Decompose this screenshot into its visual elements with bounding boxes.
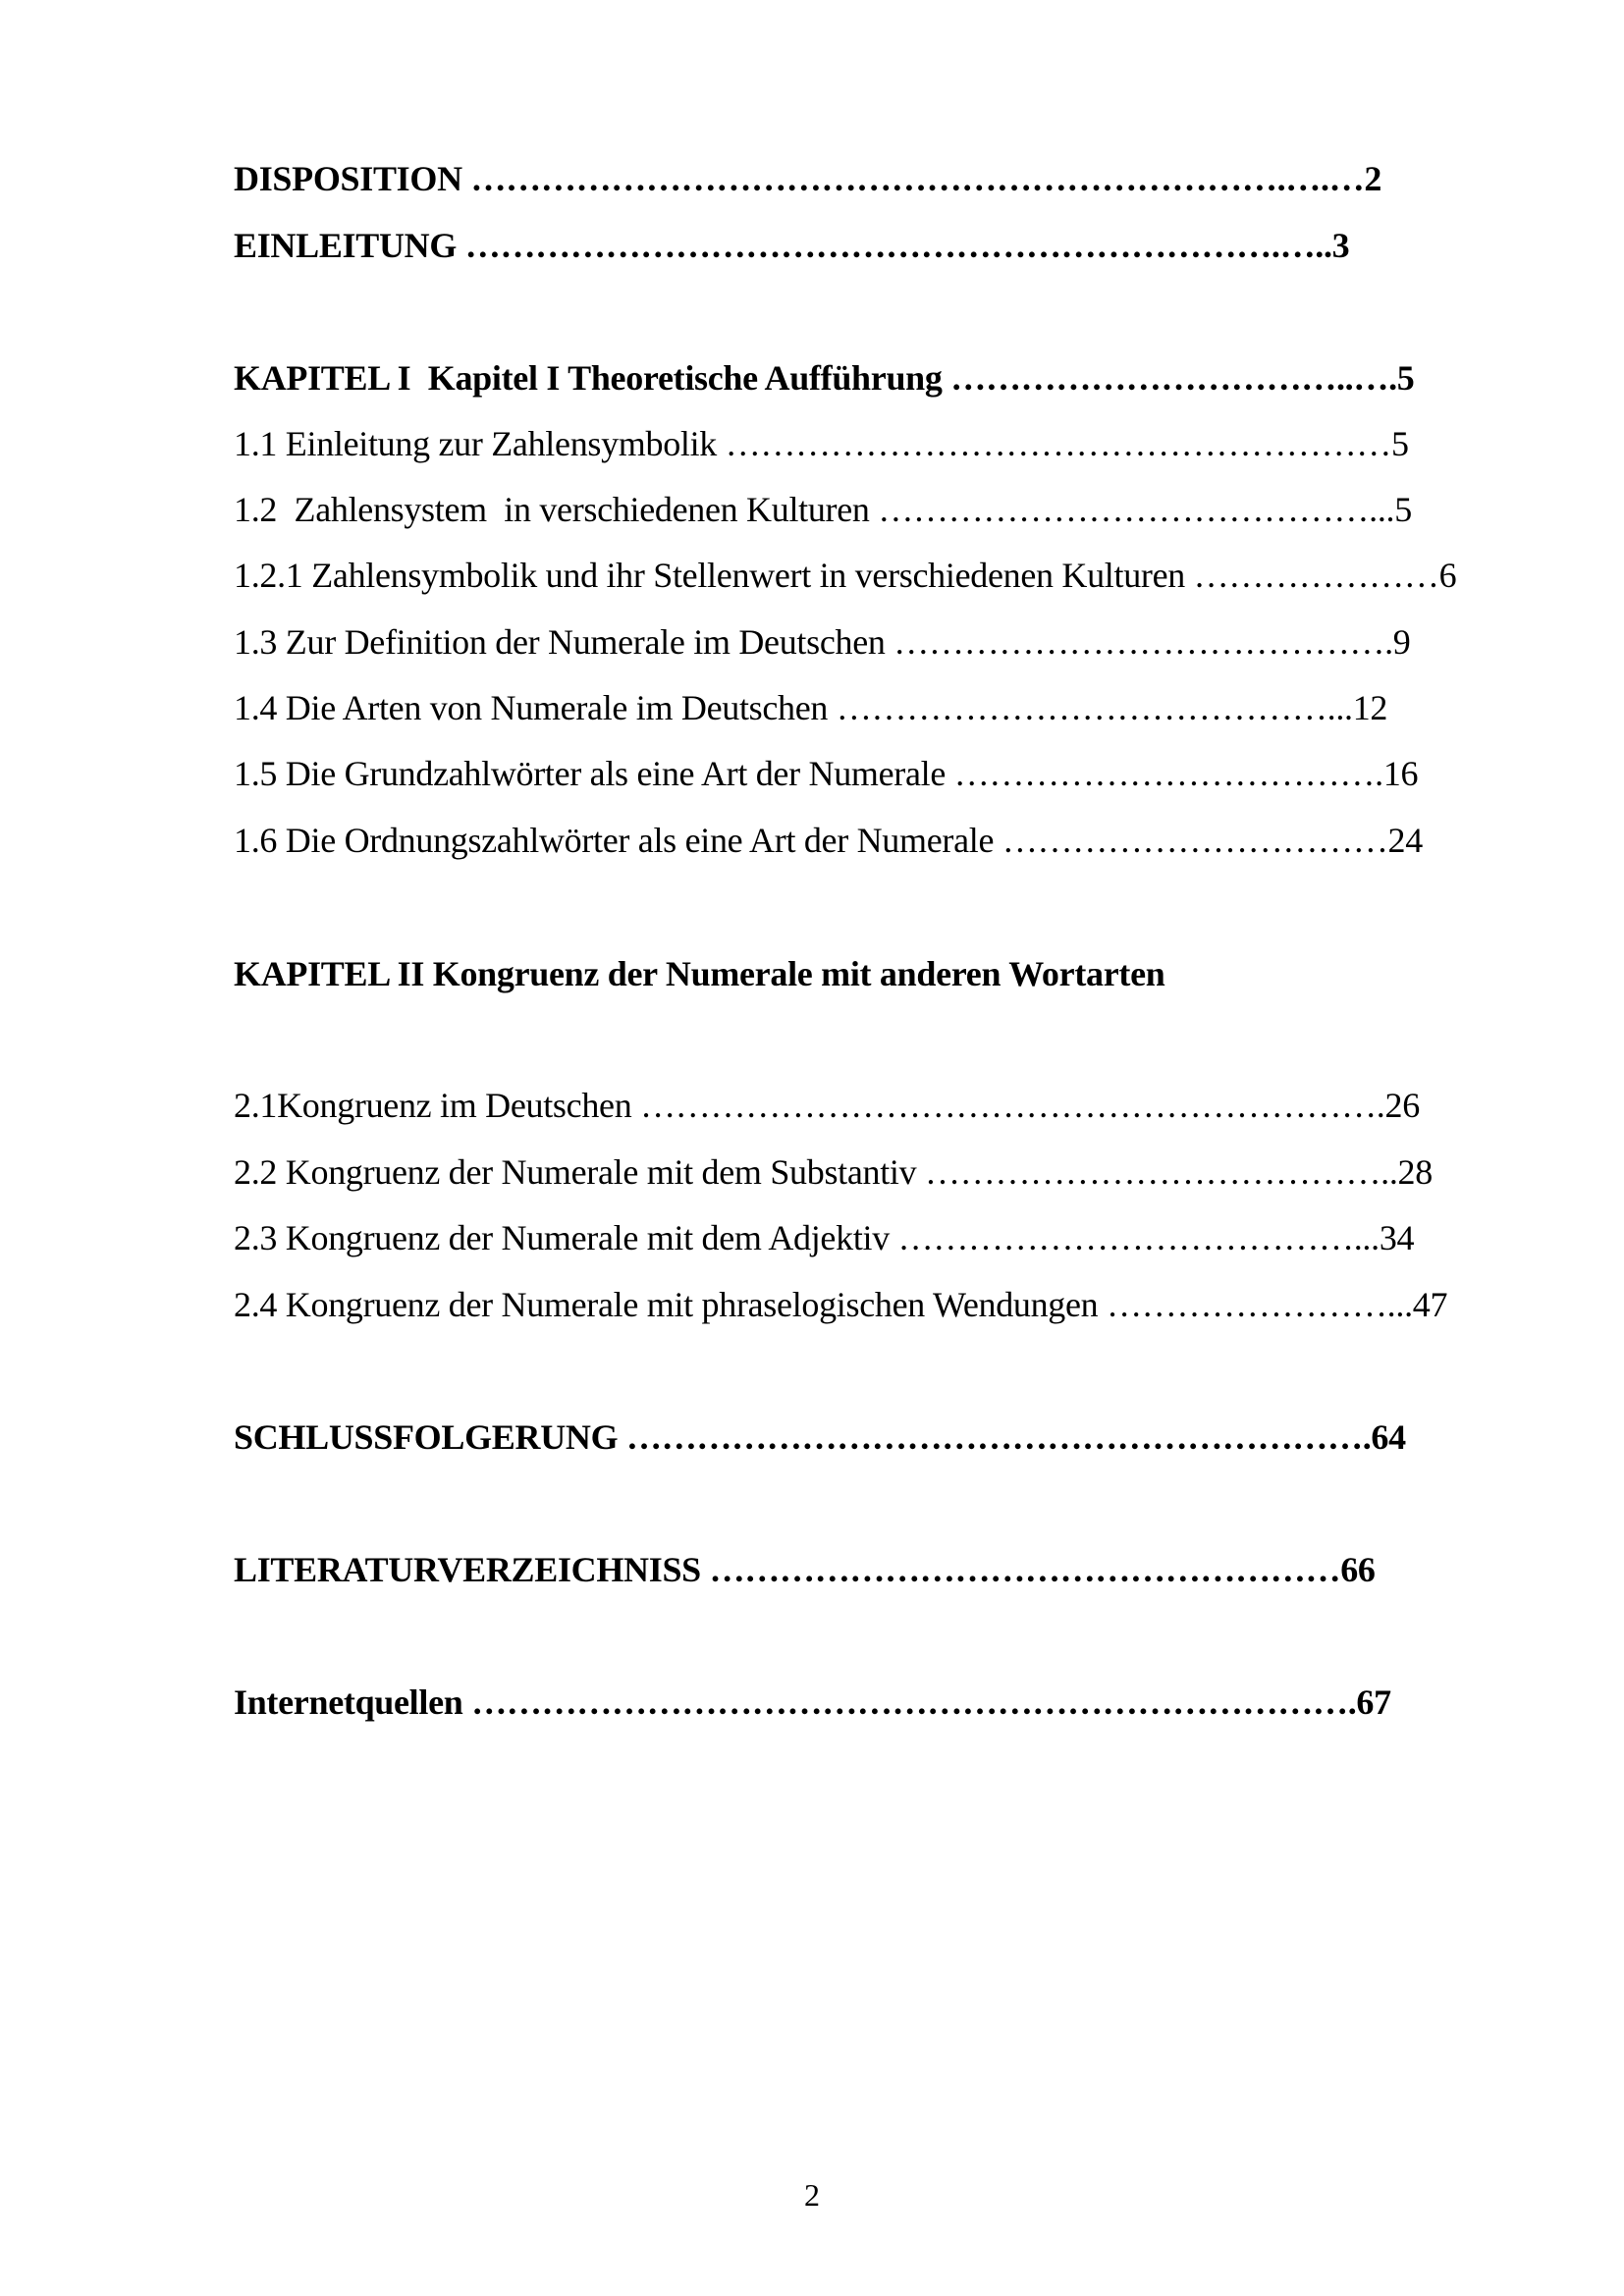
toc-entry-1-3: 1.3 Zur Definition der Numerale im Deutschen …………………………………….9 xyxy=(234,622,1411,662)
toc-entry-einleitung: EINLEITUNG …………………………………………………………….…..3 xyxy=(234,226,1350,265)
toc-entry-1-1: 1.1 Einleitung zur Zahlensymbolik …………………………………………………5 xyxy=(234,424,1409,463)
toc-entry-disposition: DISPOSITION …………………………………………………………….….…2 xyxy=(234,159,1382,198)
page-number: 2 xyxy=(804,2177,820,2213)
toc-entry-schlussfolgerung: SCHLUSSFOLGERUNG ……………………………………………………….64 xyxy=(234,1417,1406,1457)
toc-entry-literaturverzeichnis: LITERATURVERZEICHNISS ………………………………………………66 xyxy=(234,1550,1376,1589)
toc-entry-internetquellen: Internetquellen ………………………………………………………………….67 xyxy=(234,1682,1391,1722)
toc-entry-kapitel-1: KAPITEL I Kapitel I Theoretische Aufführung ……………………………..….5 xyxy=(234,358,1415,398)
toc-entry-2-2: 2.2 Kongruenz der Numerale mit dem Substantiv …………………………………..28 xyxy=(234,1152,1433,1192)
toc-entry-2-3: 2.3 Kongruenz der Numerale mit dem Adjektiv …………………………………...34 xyxy=(234,1218,1415,1257)
toc-entry-1-4: 1.4 Die Arten von Numerale im Deutschen ……………………………………...12 xyxy=(234,688,1388,727)
toc-entry-1-6: 1.6 Die Ordnungszahlwörter als eine Art der Numerale ……………………………24 xyxy=(234,821,1423,860)
toc-entry-1-2: 1.2 Zahlensystem in verschiedenen Kulturen ……………………………………...5 xyxy=(234,490,1412,529)
toc-entry-2-4: 2.4 Kongruenz der Numerale mit phraselogischen Wendungen ……………………...47 xyxy=(234,1285,1448,1324)
toc-entry-1-2-1: 1.2.1 Zahlensymbolik und ihr Stellenwert in verschiedenen Kulturen …………………6 xyxy=(234,556,1457,595)
toc-entry-1-5: 1.5 Die Grundzahlwörter als eine Art der Numerale ……………………………….16 xyxy=(234,754,1419,793)
toc-entry-kapitel-2: KAPITEL II Kongruenz der Numerale mit anderen Wortarten xyxy=(234,954,1165,993)
toc-entry-2-1: 2.1Kongruenz im Deutschen ……………………………………………………….26 xyxy=(234,1086,1420,1125)
